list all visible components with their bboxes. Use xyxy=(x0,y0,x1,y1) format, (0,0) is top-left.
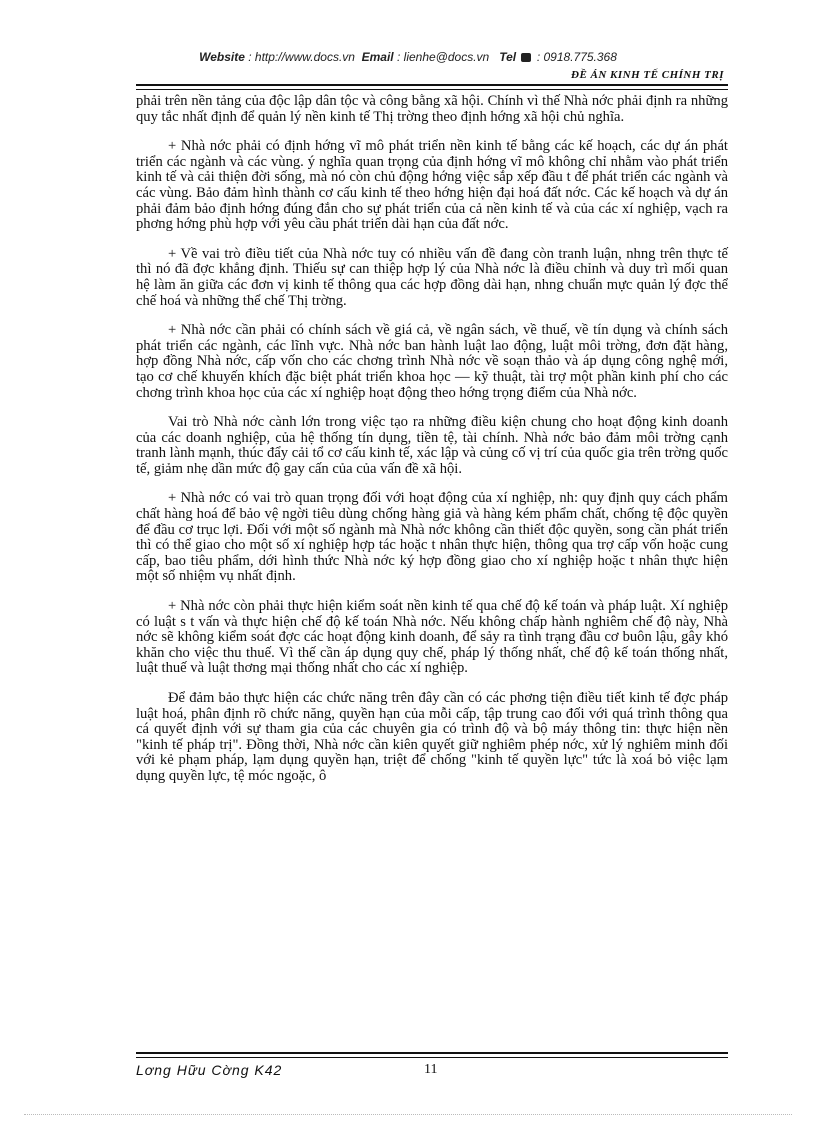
website-value: : http://www.docs.vn xyxy=(248,50,355,64)
footer-rule xyxy=(136,1052,728,1058)
paragraph: + Về vai trò điều tiết của Nhà nớc tuy có nhiều vấn đề đang còn tranh luận, nhng trên thực tế thì nó đã đợc khẳng định. Thiếu sự can thiệp hợp lý của Nhà nớc là điều chỉnh và duy trì mối quan hệ làm ăn giữa các đơn vị kinh tế thông qua các hợp đồng dài hạn, nhng chuẩn mực quản lý đợc thể chế hoá và những thể chế Thị trờng. xyxy=(136,245,728,309)
paragraph: Vai trò Nhà nớc cành lớn trong việc tạo ra những điều kiện chung cho hoạt động kinh doanh của các doanh nghiệp, của hệ thống tín dụng, tiền tệ, tài chính. Nhà nớc bảo đảm môi trờng cạnh tranh lành mạnh, thúc đẩy cải tổ cơ cấu kinh tế, xác lập và củng cố vị trí của quốc gia trên trờng quốc tế, giảm nhẹ dần mức độ gay cấn của của vấn đề xã hội. xyxy=(136,414,728,477)
paragraph: phải trên nền tảng của độc lập dân tộc và công bằng xã hội. Chính vì thế Nhà nớc phải định ra những quy tắc nhất định để quản lý nền kinh tế Thị trờng theo định hớng xã hội chủ nghĩa. xyxy=(136,93,728,125)
body-text xyxy=(136,94,728,799)
page-number: 11 xyxy=(424,1062,438,1077)
page-edge-divider xyxy=(24,1114,792,1115)
paragraph: + Nhà nớc còn phải thực hiện kiểm soát nền kinh tế qua chế độ kế toán và pháp luật. Xí nghiệp có luật s t vấn và thực hiện chế độ kế toán Nhà nớc. Nếu không chấp hành nghiêm chế độ này, Nhà nớc sẽ không kiểm soát đợc các hoạt động kinh doanh, để sảy ra tình trạng đầu cơ buôn lậu, gây khó khăn cho việc thu thuế. Vì thế cần áp dụng quy chế, pháp lý thống nhất, chế độ kế toán thống nhất, luật thuế và luật thơng mại thống nhất cho các xí nghiệp. xyxy=(136,598,728,677)
tel-value: : 0918.775.368 xyxy=(536,50,617,64)
paragraph: + Nhà nớc phải có định hớng vĩ mô phát triển nền kinh tế bằng các kế hoạch, các dự án phát triển các ngành và các vùng. ý nghĩa quan trọng của định hớng vĩ mô không chỉ nhằm vào phát triển kinh tế và cải thiện đời sống, mà nó còn chủ động hớng việc sắp xếp đầu t để phát triển các ngành và các vùng. Bảo đảm hình thành cơ cấu kinh tế theo hớng hiện đại hoá đất nớc. Các kế hoạch và dự án phải đảm bảo định hớng đúng đắn cho sự phát triển của cả nền kinh tế và của các xí nghiệp, vạch ra phơng hớng phù hợp với yêu cầu phát triển dài hạn của đất nớc. xyxy=(136,138,728,233)
tel-label: Tel xyxy=(499,50,517,64)
paragraph: + Nhà nớc có vai trò quan trọng đối với hoạt động của xí nghiệp, nh: quy định quy cách phẩm chất hàng hoá để bảo vệ ngời tiêu dùng chống hàng giả và hàng kém phẩm chất, chống tệ độc quyền để đầu cơ trục lợi. Đối với một số ngành mà Nhà nớc không cần thiết độc quyền, song cần phát triển thì có thể giao cho một số xí nghiệp hợp tác hoặc t nhân thực hiện, thông qua trợ cấp vốn hoặc cung cấp, bao tiêu phẩm, dới hình thức Nhà nớc ký hợp đồng giao cho xí nghiệp hoặc t nhân thực hiện một số nhiệm vụ nhất định. xyxy=(136,490,728,585)
running-title: ĐỀ ÁN KINH TẾ CHÍNH TRỊ xyxy=(571,69,724,81)
email-label: Email xyxy=(361,50,394,64)
paragraph: + Nhà nớc cần phải có chính sách về giá cả, về ngân sách, về thuế, về tín dụng và chính sách phát triển các ngành, các lĩnh vực. Nhà nớc ban hành luật lao động, luật môi trờng, đơn đặt hàng, hợp đồng Nhà nớc, cấp vốn cho các chơng trình Nhà nớc về soạn thảo và áp dụng công nghệ mới, tạo cơ chế khuyến khích đặc biệt phát triển khoa học — kỹ thuật, tài trợ một phần kinh phí cho các chơng trình khoa học của các xí nghiệp hoạt động theo hớng trọng điểm của Nhà nớc. xyxy=(136,322,728,401)
site-header xyxy=(0,50,816,64)
phone-icon xyxy=(521,53,531,62)
footer-author: Lơng Hữu Cờng K42 xyxy=(136,1062,283,1078)
header-rule xyxy=(136,84,728,90)
website-label: Website xyxy=(199,50,245,64)
email-value: : lienhe@docs.vn xyxy=(396,50,490,64)
paragraph: Để đảm bảo thực hiện các chức năng trên đây cần có các phơng tiện điều tiết kinh tế đợc pháp luật hoá, phân định rõ chức năng, quyền hạn của mỗi cấp, tập trung cao đối với quá trình thông qua cá quyết định với sự tham gia của các chuyên gia có trình độ và bộ máy thông tin: thực hiện nền "kinh tế pháp trị". Đồng thời, Nhà nớc cần kiên quyết giữ nghiêm phép nớc, xử lý nghiêm minh đối với kẻ phạm pháp, lạm dụng quyền hạn, triệt để chống "kinh tế quyền lực" tức là xoá bỏ việc lạm dụng quyền lực, tệ móc ngoặc, ô xyxy=(136,690,728,784)
